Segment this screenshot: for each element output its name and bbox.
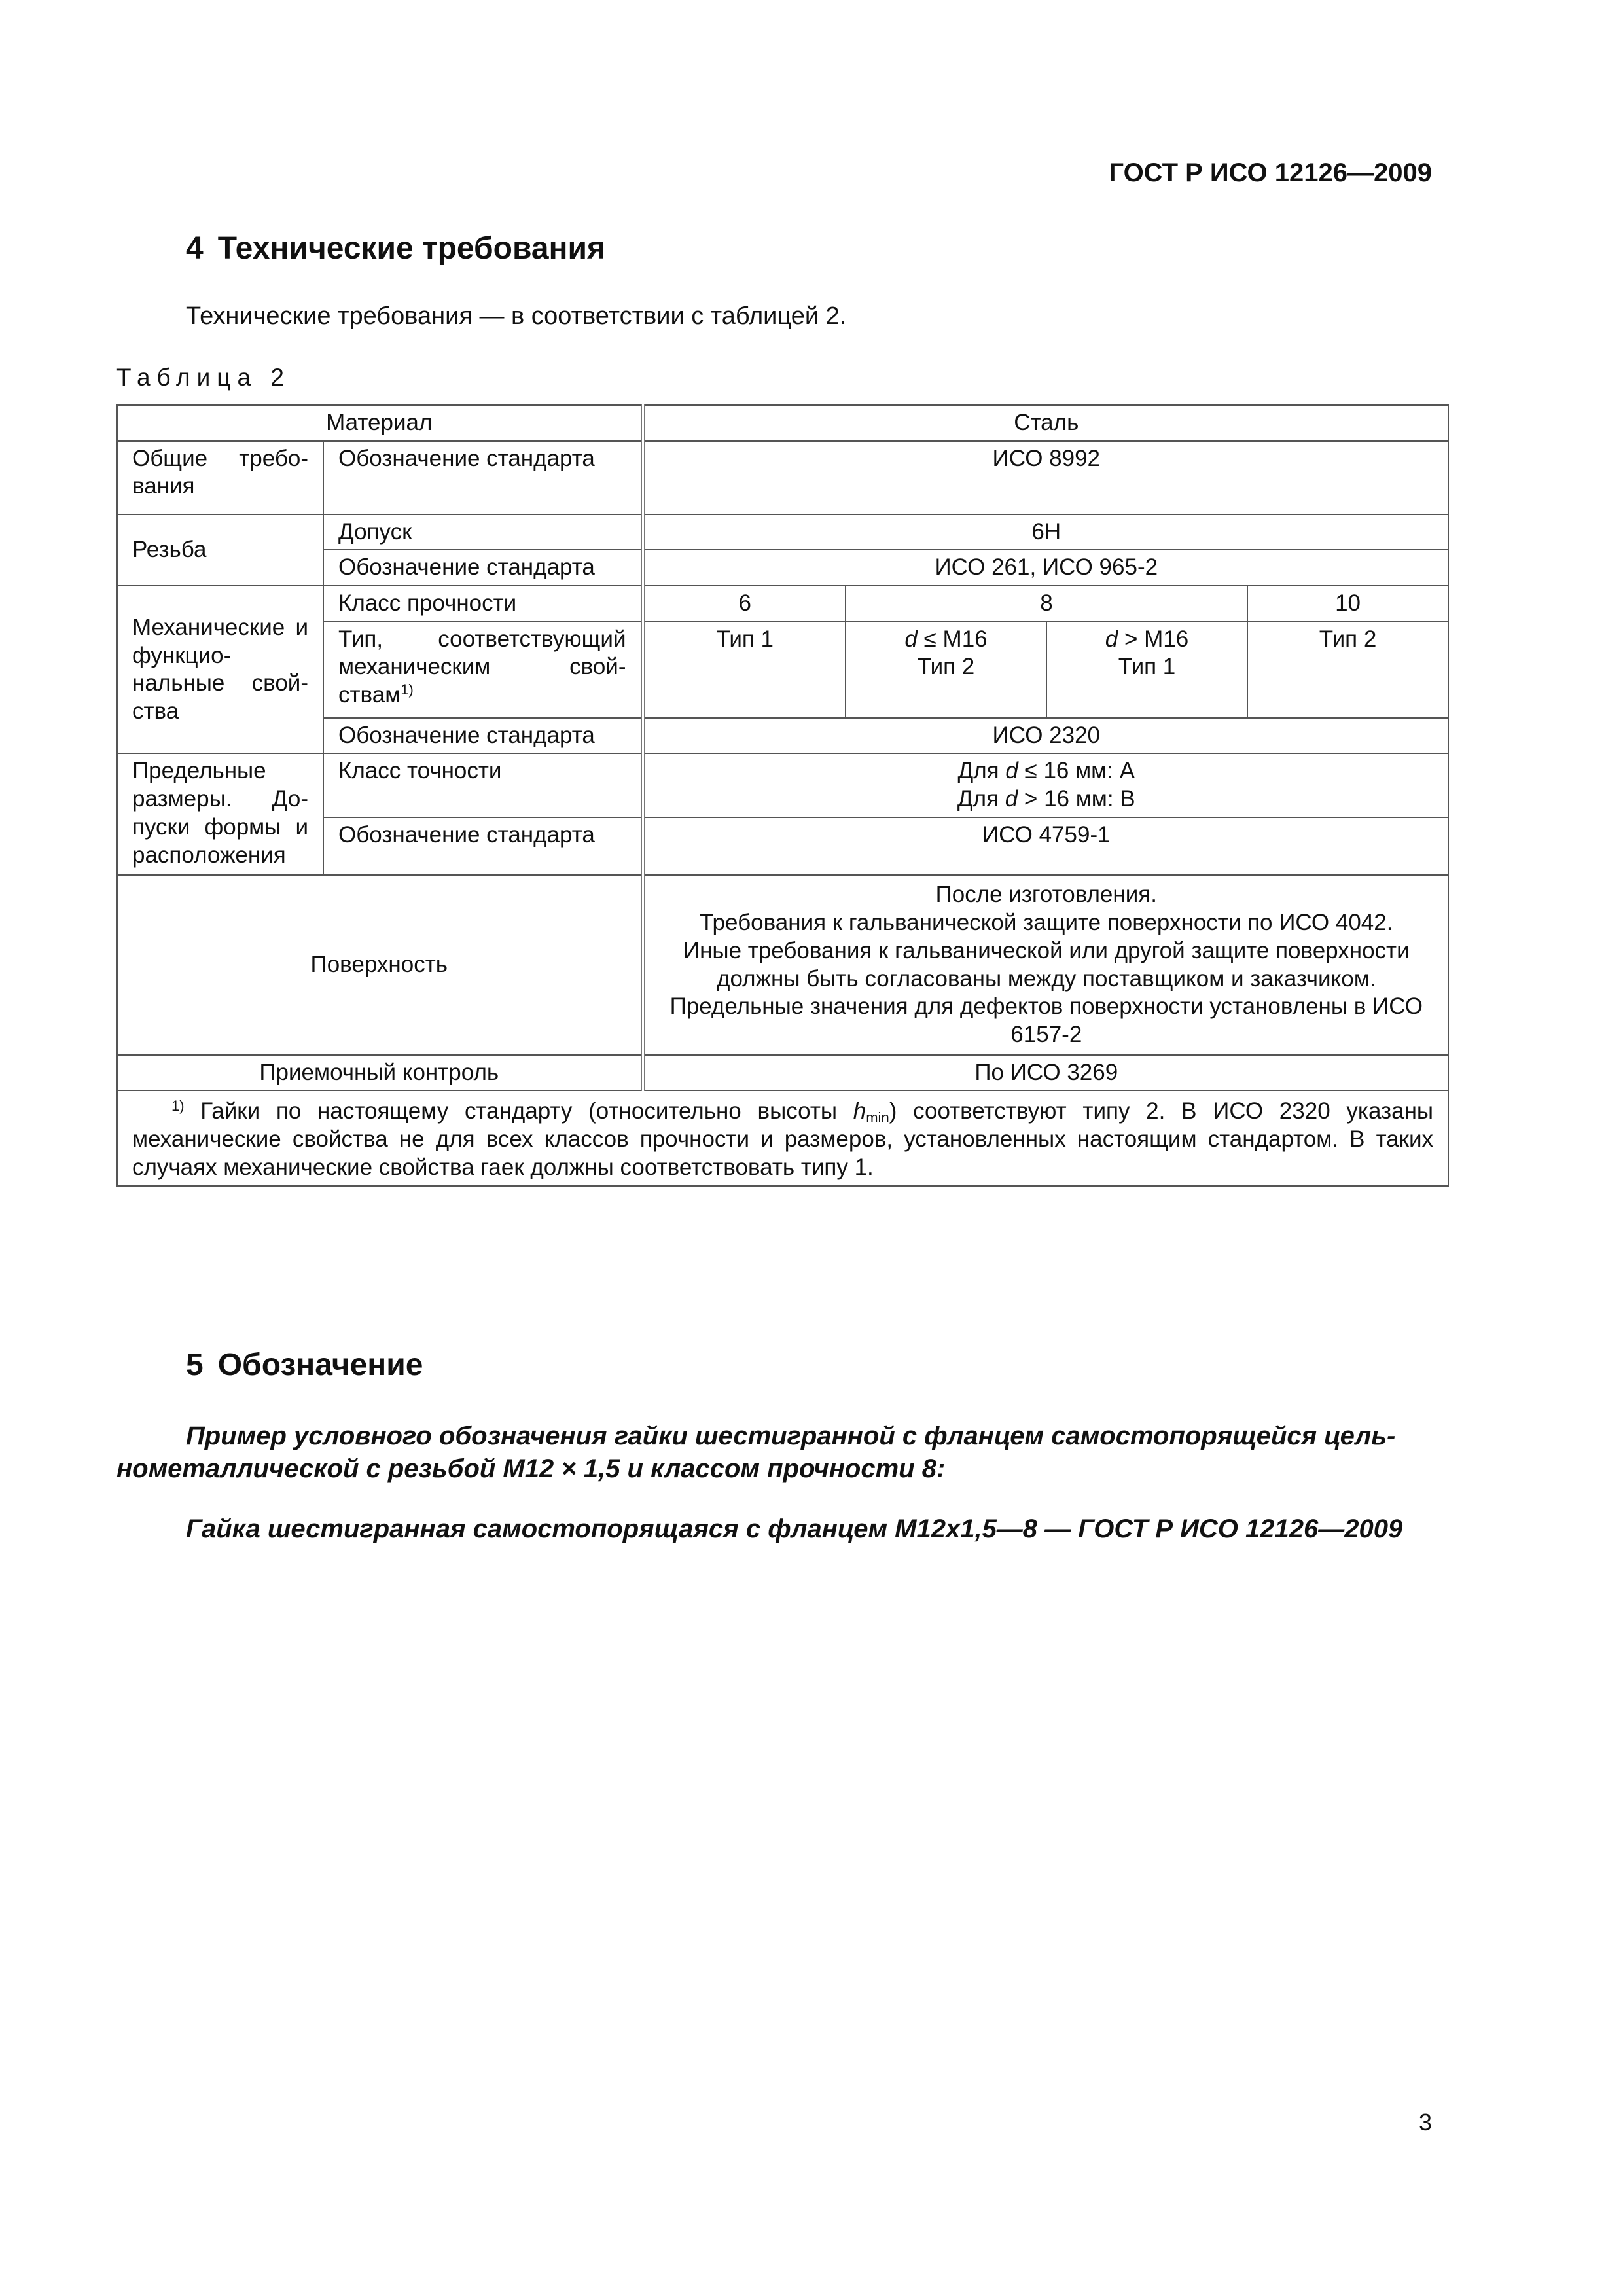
table-row [117, 1090, 1448, 1186]
table-row [117, 514, 1448, 550]
type-class-8-large-type: Тип 1 [1118, 654, 1176, 680]
page-number: 3 [1418, 2109, 1432, 2136]
accuracy-prefix: Для [957, 786, 1005, 812]
material-label: Материал [117, 405, 643, 441]
table-row [117, 1055, 1448, 1091]
footnote-h-subscript: min [866, 1109, 889, 1126]
section-4-title: Технические требования [217, 231, 606, 266]
example-line-2: нометаллической с резьбой М12 × 1,5 и классом прочности 8: [116, 1454, 946, 1483]
section-4-number: 4 [186, 231, 204, 266]
table-row [117, 586, 1448, 622]
thread-tolerance-label: Допуск [323, 514, 643, 550]
thread-std-value: ИСО 261, ИСО 965-2 [643, 550, 1448, 586]
type-class-10: Тип 2 [1247, 622, 1448, 718]
limits-std-value: ИСО 4759-1 [643, 817, 1448, 875]
footnote-text-1: Гайки по настоящему стандарту (относительно высоты [184, 1098, 853, 1124]
requirements-table [116, 404, 1449, 1187]
accuracy-condition: ≤ 16 мм: А [1018, 758, 1135, 784]
section-5-title: Обозначение [217, 1348, 423, 1382]
table-row [117, 405, 1448, 441]
type-label [323, 622, 643, 718]
surface-label: Поверхность [117, 875, 643, 1054]
footnote-ref: 1) [401, 681, 414, 698]
accuracy-class-line-2 [660, 785, 1434, 814]
table-footnote [117, 1090, 1448, 1186]
thread-group-label: Резьба [117, 514, 323, 586]
acceptance-value: По ИСО 3269 [643, 1055, 1448, 1091]
mechanical-std-label: Обозначение стандарта [323, 718, 643, 754]
surface-value [643, 875, 1448, 1054]
surface-line-1: После изготовления. [935, 882, 1157, 908]
section-4-text: Технические требования — в соответствии с таблицей 2. [186, 302, 847, 330]
var-d: d [1105, 626, 1118, 652]
limits-group-label: Предельные размеры. До-пуски формы и расположения [117, 753, 323, 875]
strength-class-10: 10 [1247, 586, 1448, 622]
section-5-heading [186, 1347, 423, 1383]
designation-example: Гайка шестигранная самостопорящаяся с фланцем М12х1,5—8 — ГОСТ Р ИСО 12126—2009 [186, 1515, 1403, 1543]
thread-tolerance-value: 6Н [643, 514, 1448, 550]
accuracy-class-line-1 [660, 757, 1434, 785]
condition-text: ≤ М16 [917, 626, 988, 652]
footnote-h: h [853, 1098, 866, 1124]
section-5-number: 5 [186, 1348, 204, 1382]
table-caption: Таблица 2 [116, 364, 291, 391]
thread-std-label: Обозначение стандарта [323, 550, 643, 586]
general-std-label: Обозначение стандарта [323, 441, 643, 514]
surface-line-3: Иные требования к гальванической или другой защите поверхности должны быть согласованы между поставщиком и заказчиком. [683, 937, 1410, 992]
var-d: d [904, 626, 918, 652]
surface-line-2: Требования к гальванической защите поверхности по ИСО 4042. [700, 910, 1393, 936]
type-class-8-small [846, 622, 1046, 718]
mechanical-group-label: Механические и функцио-нальные свой-ства [117, 586, 323, 753]
strength-class-8: 8 [846, 586, 1247, 622]
table-row [117, 875, 1448, 1054]
type-class-8-large [1046, 622, 1247, 718]
type-class-8-small-condition [861, 626, 1031, 654]
accuracy-class-value [643, 753, 1448, 817]
accuracy-prefix: Для [957, 758, 1006, 784]
limits-std-label: Обозначение стандарта [323, 817, 643, 875]
type-class-8-small-type: Тип 2 [917, 654, 975, 680]
material-value: Сталь [643, 405, 1448, 441]
table-row [117, 753, 1448, 817]
type-class-6: Тип 1 [643, 622, 846, 718]
general-group-label: Общие требо- вания [117, 441, 323, 514]
type-label-text: Тип, соответствующий механическим свой-ствам [338, 626, 626, 708]
section-4-heading [186, 230, 605, 266]
surface-line-4: Предельные значения для дефектов поверхности установлены в ИСО 6157-2 [669, 994, 1423, 1047]
var-d: d [1005, 758, 1018, 784]
general-std-value: ИСО 8992 [643, 441, 1448, 514]
accuracy-class-label: Класс точности [323, 753, 643, 817]
condition-text: > М16 [1118, 626, 1189, 652]
table-row [117, 441, 1448, 514]
var-d: d [1005, 786, 1018, 812]
footnote-text-2: ) соответствуют типу 2. В ИСО 2320 указаны механические свойства не для всех классов прочности и размеров, установленных настоящим стандартом. В таких случаях механические свойства гаек должны соответствовать типу 1. [132, 1098, 1434, 1180]
example-line-1: Пример условного обозначения гайки шестигранной с фланцем самостопорящейся цель- [186, 1422, 1396, 1450]
type-class-8-large-condition [1061, 626, 1232, 654]
strength-class-label: Класс прочности [323, 586, 643, 622]
accuracy-condition: > 16 мм: В [1018, 786, 1135, 812]
document-code: ГОСТ Р ИСО 12126—2009 [1109, 158, 1432, 187]
strength-class-6: 6 [643, 586, 846, 622]
mechanical-std-value: ИСО 2320 [643, 718, 1448, 754]
acceptance-label: Приемочный контроль [117, 1055, 643, 1091]
footnote-mark: 1) [171, 1098, 185, 1115]
